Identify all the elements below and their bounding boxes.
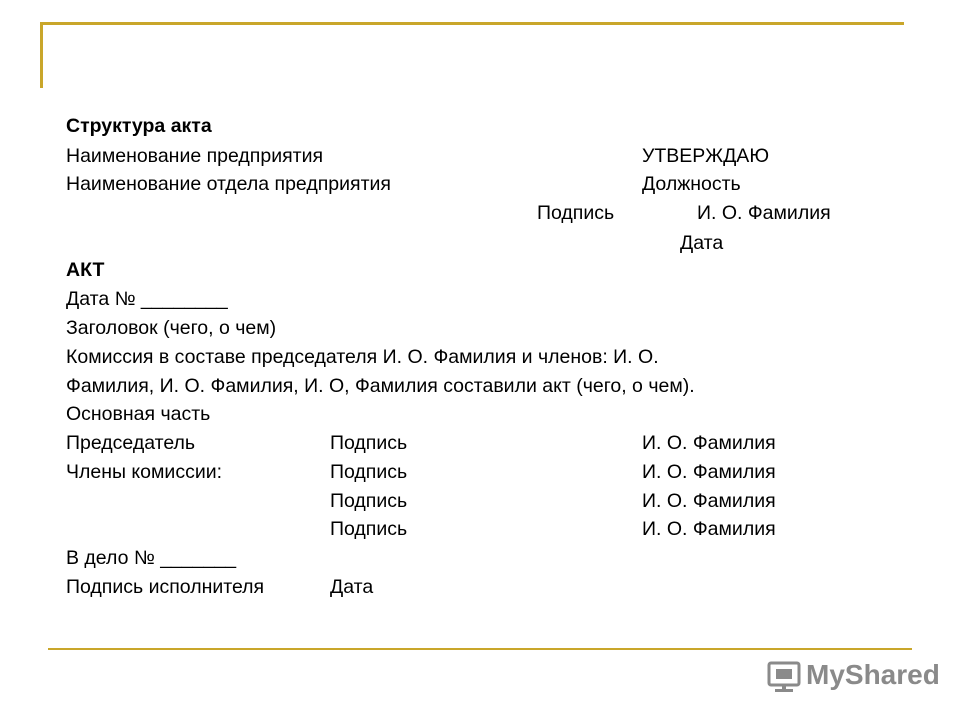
page-title: Структура акта xyxy=(66,115,212,137)
bottom-rule xyxy=(48,648,912,650)
signature-sign: Подпись xyxy=(330,432,408,454)
executor-date: Дата xyxy=(330,576,374,598)
signature-name: И. О. Фамилия xyxy=(642,490,776,512)
signature-role: Члены комиссии: xyxy=(66,461,223,483)
signature-sign: Подпись xyxy=(330,461,408,483)
signature-role: Председатель xyxy=(66,432,196,454)
act-heading: АКТ xyxy=(66,259,105,281)
main-part: Основная часть xyxy=(66,403,211,425)
commission-line-2: Фамилия, И. О. Фамилия, И. О, Фамилия составили акт (чего, о чем). xyxy=(66,375,695,397)
approve-label: УТВЕРЖДАЮ xyxy=(642,145,770,167)
executor-signature: Подпись исполнителя xyxy=(66,576,265,598)
signature-sign: Подпись xyxy=(330,518,408,540)
position-label: Должность xyxy=(642,173,741,195)
header-fullname: И. О. Фамилия xyxy=(697,202,831,224)
act-subject: Заголовок (чего, о чем) xyxy=(66,317,277,339)
file-number: В дело № _______ xyxy=(66,547,237,569)
signature-name: И. О. Фамилия xyxy=(642,461,776,483)
act-date-number: Дата № ________ xyxy=(66,288,228,310)
top-rule xyxy=(40,22,904,25)
header-date: Дата xyxy=(680,232,724,254)
signature-name: И. О. Фамилия xyxy=(642,518,776,540)
watermark-text: MyShared xyxy=(806,659,940,690)
presentation-board-icon xyxy=(766,658,802,694)
org-name: Наименование предприятия xyxy=(66,145,324,167)
watermark-logo xyxy=(766,656,940,696)
dept-name: Наименование отдела предприятия xyxy=(66,173,391,195)
commission-line-1: Комиссия в составе председателя И. О. Фамилия и членов: И. О. xyxy=(66,346,659,368)
header-signature: Подпись xyxy=(537,202,615,224)
left-rule xyxy=(40,22,43,88)
signature-name: И. О. Фамилия xyxy=(642,432,776,454)
signature-sign: Подпись xyxy=(330,490,408,512)
